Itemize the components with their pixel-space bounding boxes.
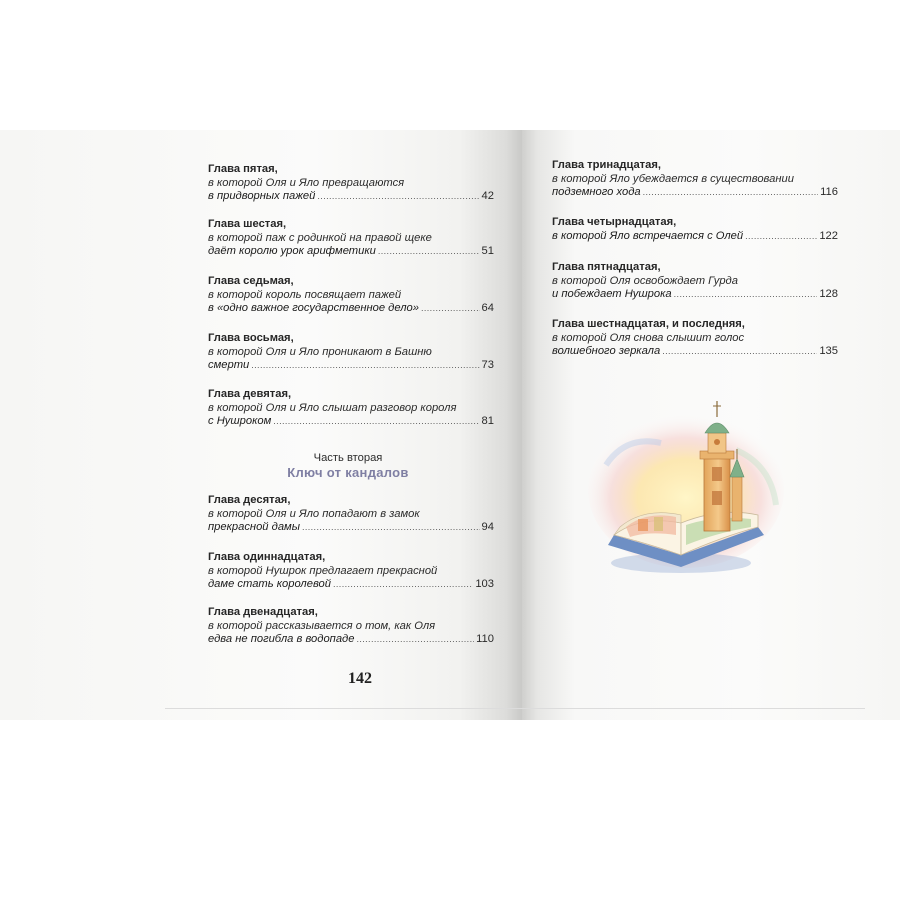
toc-entry[interactable] bbox=[208, 494, 494, 535]
page-ref: 64 bbox=[481, 302, 494, 315]
chapter-description-end: с Нушроком bbox=[208, 415, 272, 428]
chapter-title: Глава четырнадцатая, bbox=[552, 216, 677, 228]
open-book-tower-illustration bbox=[586, 395, 786, 585]
toc-entry[interactable] bbox=[552, 159, 838, 200]
dot-leader bbox=[662, 345, 817, 359]
chapter-description: в которой Оля и Яло слышат разговор короля bbox=[208, 401, 457, 414]
chapter-description: в которой Оля и Яло попадают в замок bbox=[208, 507, 420, 520]
part-title: Ключ от кандалов bbox=[287, 465, 409, 480]
chapter-description: в которой Нушрок предлагает прекрасной bbox=[208, 564, 438, 577]
page-ref: 110 bbox=[476, 633, 494, 646]
chapter-description: в которой Оля освобождает Гурда bbox=[552, 274, 738, 287]
page-ref: 94 bbox=[481, 521, 494, 534]
chapter-title: Глава десятая, bbox=[208, 494, 291, 506]
chapter-description-end: в «одно важное государственное дело» bbox=[208, 302, 419, 315]
page-number: 142 bbox=[348, 670, 372, 687]
chapter-title: Глава пятая, bbox=[208, 163, 278, 175]
chapter-description-end: даёт королю урок арифметики bbox=[208, 245, 376, 258]
dot-leader bbox=[273, 415, 479, 429]
toc-entry[interactable] bbox=[208, 332, 494, 373]
chapter-title: Глава восьмая, bbox=[208, 332, 294, 344]
page-ref: 122 bbox=[819, 229, 838, 242]
chapter-description: в которой Оля и Яло превращаются bbox=[208, 176, 405, 189]
chapter-title: Глава седьмая, bbox=[208, 275, 294, 287]
dot-leader bbox=[302, 521, 480, 535]
page-ref: 81 bbox=[481, 415, 494, 428]
chapter-description: в которой Оля и Яло проникают в Башню bbox=[208, 345, 432, 358]
dot-leader bbox=[421, 302, 480, 316]
chapter-description-end: и побеждает Нушрока bbox=[552, 288, 672, 301]
page-ref: 51 bbox=[481, 245, 494, 258]
toc-entry[interactable] bbox=[208, 218, 494, 259]
dot-leader bbox=[317, 190, 479, 204]
part-label: Часть вторая bbox=[313, 452, 383, 464]
chapter-description: в которой рассказывается о том, как Оля bbox=[208, 619, 436, 632]
dot-leader bbox=[251, 359, 479, 373]
toc-entry[interactable] bbox=[552, 261, 838, 302]
chapter-description-end: волшебного зеркала bbox=[552, 345, 661, 358]
toc-entry[interactable] bbox=[552, 216, 838, 243]
chapter-title: Глава пятнадцатая, bbox=[552, 261, 661, 273]
dot-leader bbox=[356, 633, 474, 647]
chapter-title: Глава девятая, bbox=[208, 388, 292, 400]
page-ref: 73 bbox=[481, 359, 494, 372]
page-bottom-edge bbox=[165, 708, 865, 709]
chapter-description-end: в придворных пажей bbox=[208, 190, 316, 203]
chapter-title: Глава двенадцатая, bbox=[208, 606, 318, 618]
chapter-description-end: подземного хода bbox=[552, 186, 641, 199]
chapter-description-end: в которой Яло встречается с Олей bbox=[552, 229, 744, 242]
dot-leader bbox=[643, 186, 819, 200]
chapter-title: Глава одиннадцатая, bbox=[208, 551, 326, 563]
toc-entry[interactable] bbox=[552, 318, 838, 359]
dot-leader bbox=[378, 245, 480, 259]
chapter-description: в которой король посвящает пажей bbox=[208, 288, 402, 301]
chapter-title: Глава шестая, bbox=[208, 218, 287, 230]
toc-entry[interactable] bbox=[208, 163, 494, 204]
toc-entry[interactable] bbox=[208, 388, 494, 429]
page-ref: 128 bbox=[819, 288, 838, 301]
chapter-description: в которой паж с родинкой на правой щеке bbox=[208, 231, 432, 244]
chapter-description-end: едва не погибла в водопаде bbox=[208, 633, 355, 646]
page-ref: 135 bbox=[819, 345, 838, 358]
chapter-description-end: смерти bbox=[208, 359, 250, 372]
chapter-description-end: прекрасной дамы bbox=[208, 521, 300, 534]
chapter-description: в которой Оля снова слышит голос bbox=[552, 331, 745, 344]
page-ref: 116 bbox=[820, 186, 838, 199]
toc-entry[interactable] bbox=[208, 551, 494, 592]
chapter-title: Глава шестнадцатая, и последняя, bbox=[552, 318, 745, 330]
dot-leader bbox=[333, 578, 473, 592]
chapter-description: в которой Яло убеждается в существовании bbox=[552, 172, 794, 185]
page-ref: 42 bbox=[481, 190, 494, 203]
toc-entry[interactable] bbox=[208, 275, 494, 316]
chapter-description-end: даме стать королевой bbox=[208, 578, 331, 591]
chapter-title: Глава тринадцатая, bbox=[552, 159, 662, 171]
page-ref: 103 bbox=[475, 578, 494, 591]
dot-leader bbox=[674, 288, 818, 302]
toc-entry[interactable] bbox=[208, 606, 494, 647]
book-illustration bbox=[586, 395, 786, 585]
dot-leader bbox=[745, 230, 817, 244]
